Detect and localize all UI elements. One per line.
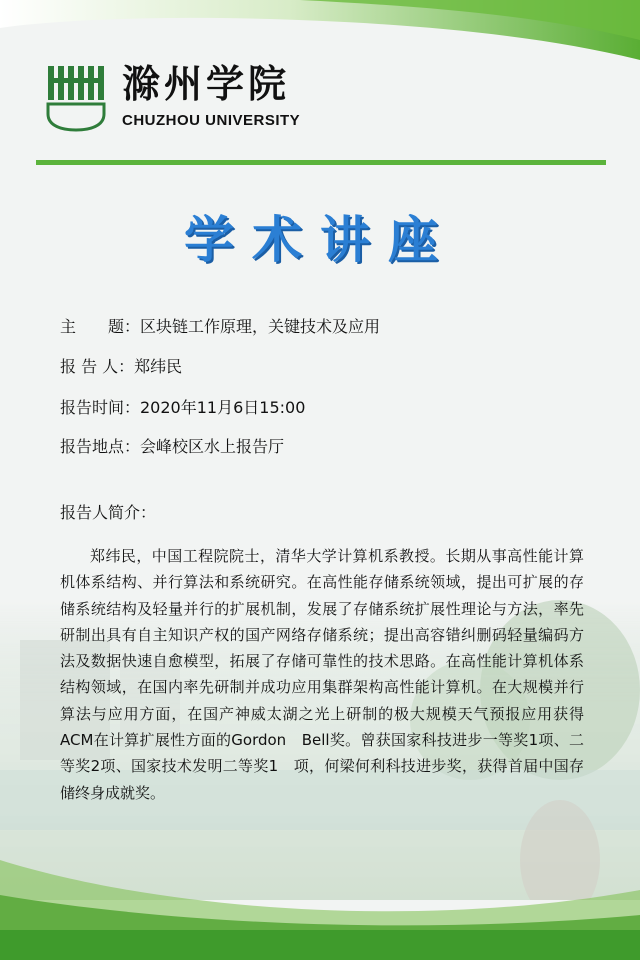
lecture-topic: 主 题：区块链工作原理，关键技术及应用 (60, 317, 381, 336)
lecture-location: 报告地点：会峰校区水上报告厅 (60, 437, 285, 456)
university-emblem-icon (44, 64, 108, 132)
header-divider (36, 160, 606, 165)
lecture-speaker: 报 告 人：郑纬民 (60, 357, 183, 376)
speaker-bio-text: 郑纬民，中国工程院院士，清华大学计算机系教授。长期从事高性能计算机体系结构、并行算法和系统研究。在高性能存储系统领域，提出可扩展的存储系统结构及轻量并行的扩展机制，发展了存储系统扩展性理论与方法，率先研制出具有自主知识产权的国产网络存储系统；提出高容错纠删码轻量编码方法及数据快速自愈模型，拓展了存储可靠性的技术思路。在高性能计算机体系结构领域，在国内率先研制并成功应用集群架构高性能计算机。在大规模并行算法与应用方面，在国产神威太湖之光上研制的极大规模天气预报应用获得ACM在计算扩展性方面的Gordon Bell奖。曾获国家科技进步一等奖1项、二等奖2项、国家技术发明二等奖1 项，何梁何利科技进步奖，获得首届中国存储终身成就奖。 (60, 547, 584, 802)
bottom-green-wave (0, 820, 640, 960)
speaker-bio-label: 报告人简介： (60, 503, 157, 522)
university-logo (44, 62, 312, 138)
top-green-wave (0, 0, 640, 70)
university-name-en: CHUZHOU UNIVERSITY (122, 112, 301, 129)
university-name-cn: 滁州学院 (122, 61, 291, 106)
lecture-time: 报告时间：2020年11月6日15:00 (60, 398, 306, 417)
poster-title: 学术讲座 (184, 211, 456, 269)
